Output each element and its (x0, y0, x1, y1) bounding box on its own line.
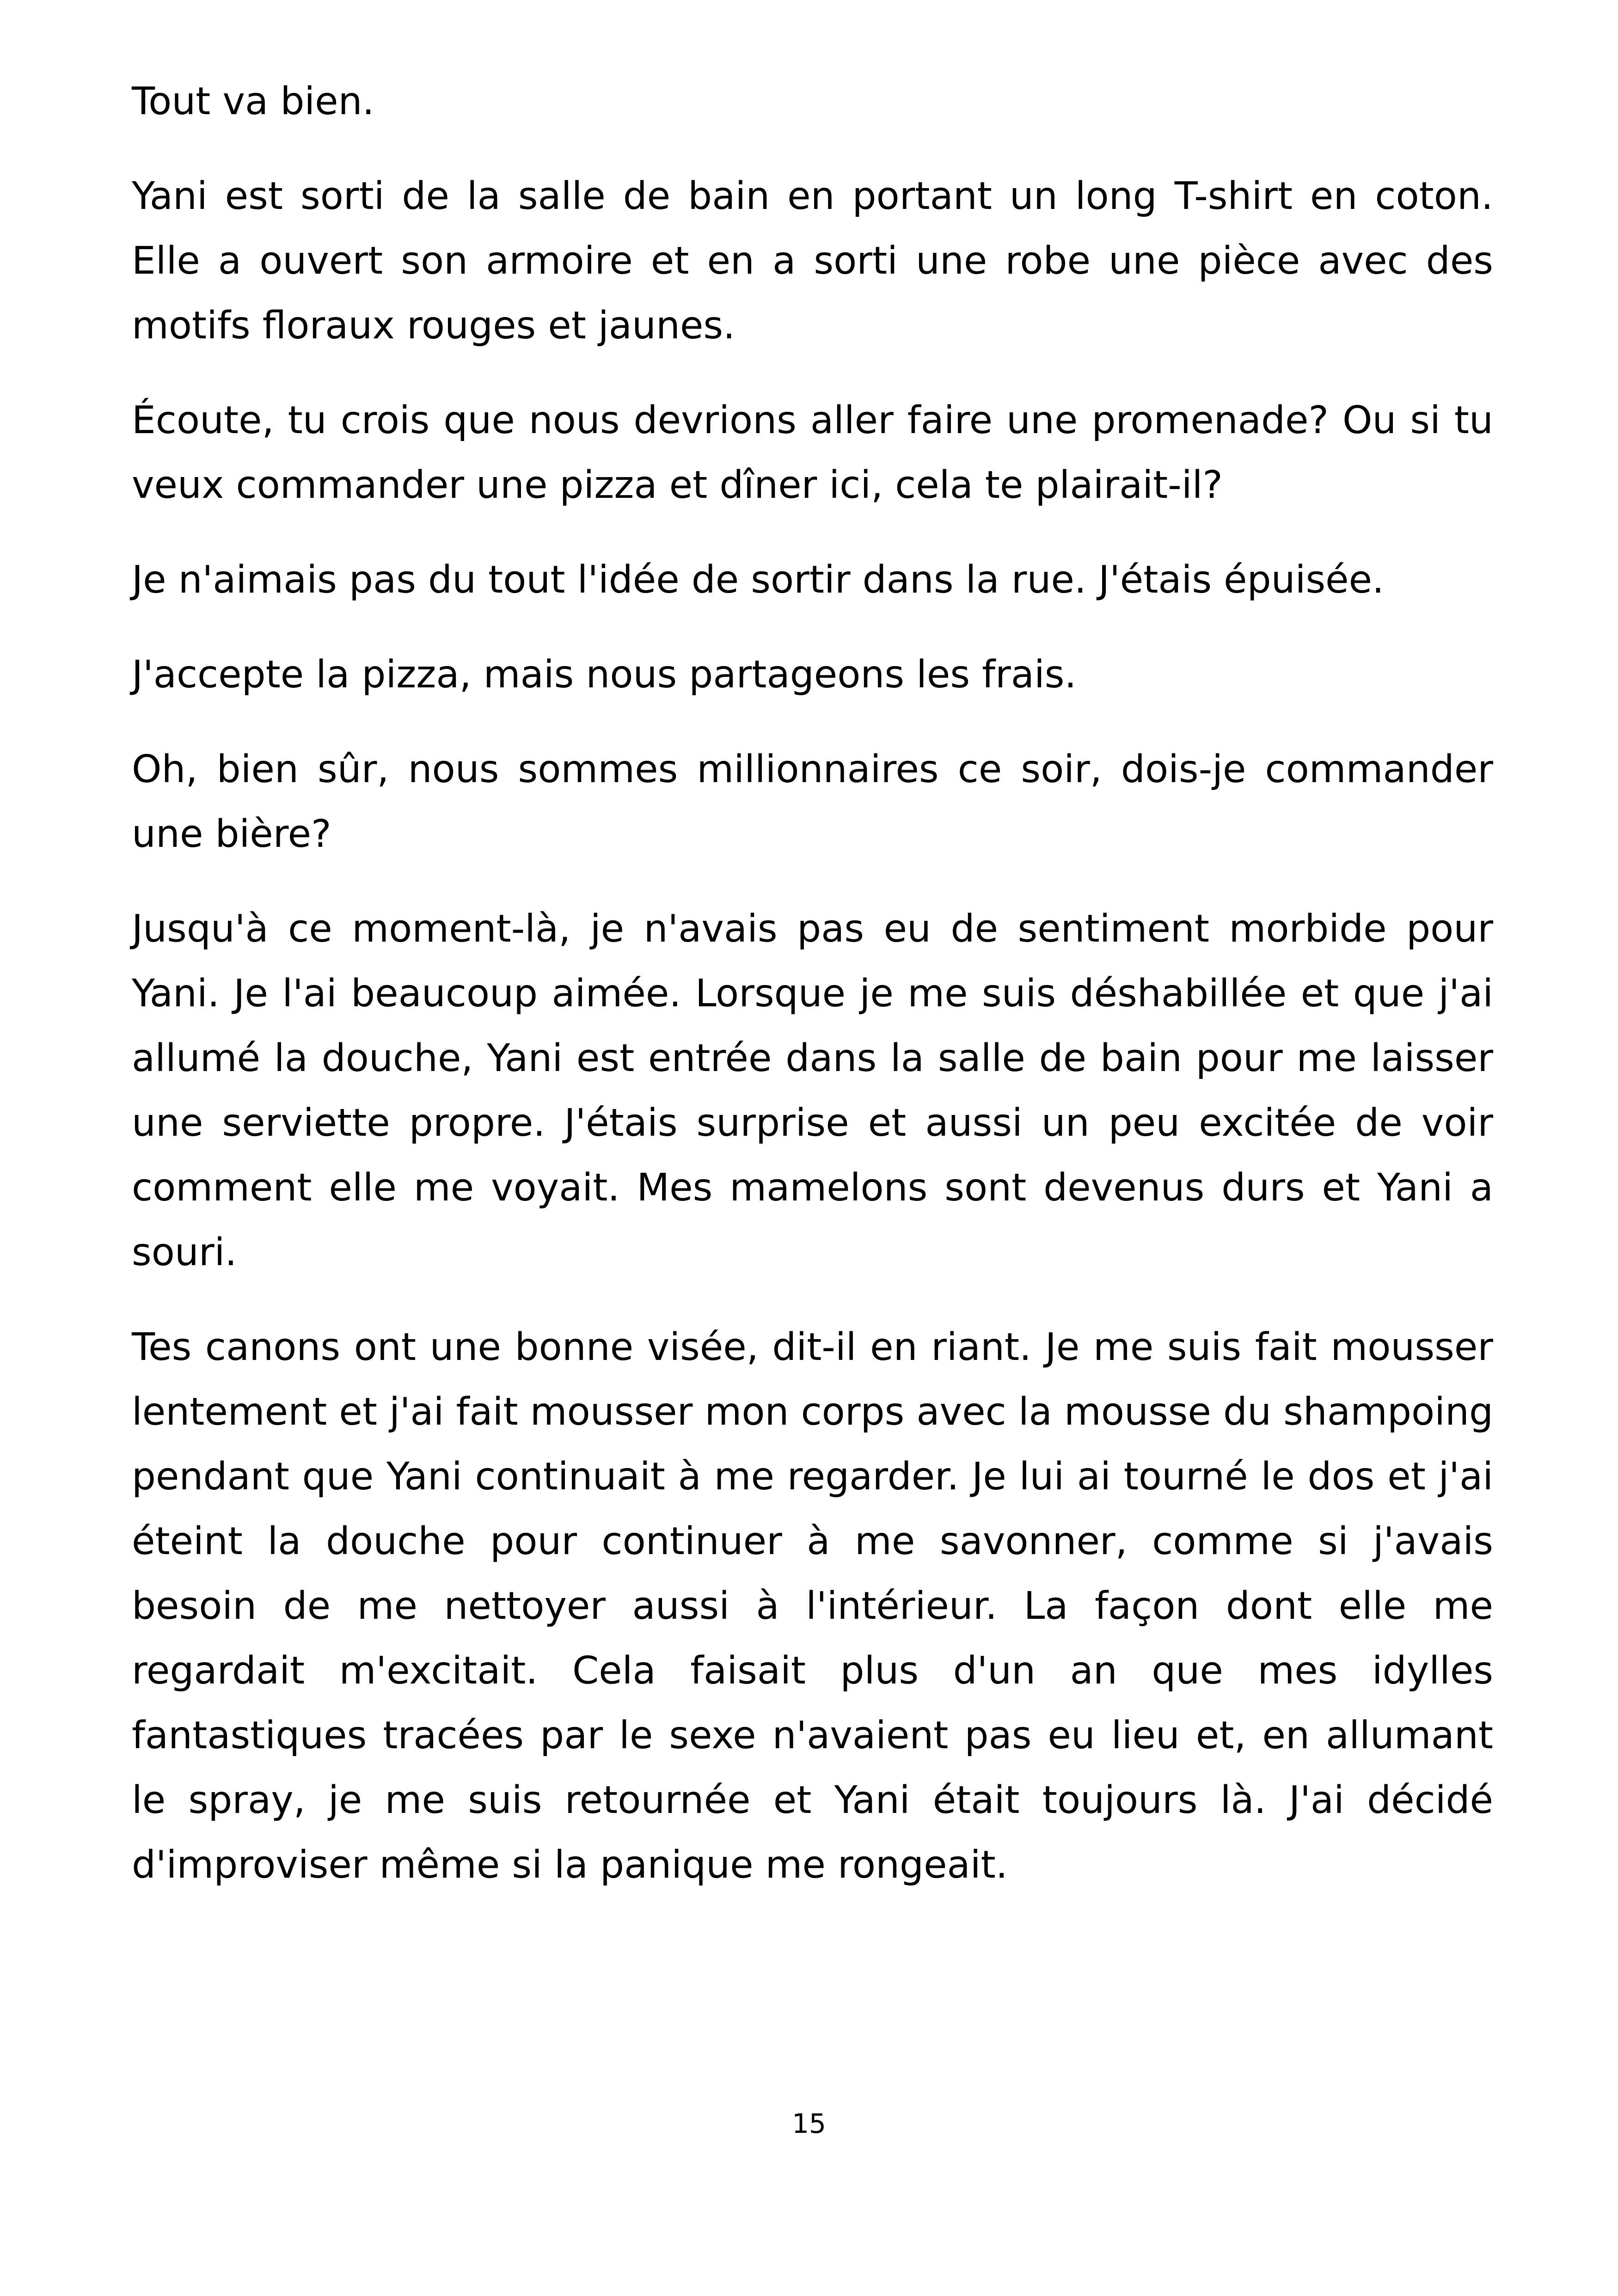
paragraph: Jusqu'à ce moment-là, je n'avais pas eu de sentiment morbide pour Yani. Je l'ai beaucoup aimée. Lorsque je me suis déshabillée et que j'ai allumé la douche, Yani est entrée dans la salle de bain pour me laisser une serviette propre. J'étais surprise et aussi un peu excitée de voir comment elle me voyait. Mes mamelons sont devenus durs et Yani a souri. (132, 907, 1493, 1274)
body-text (132, 69, 1493, 1928)
paragraph: Écoute, tu crois que nous devrions aller faire une promenade? Ou si tu veux commander une pizza et dîner ici, cela te plairait-il? (132, 398, 1493, 507)
paragraph: Yani est sorti de la salle de bain en portant un long T-shirt en coton. Elle a ouvert son armoire et en a sorti une robe une pièce avec des motifs floraux rouges et jaunes. (132, 174, 1493, 348)
paragraph: Tout va bien. (132, 80, 374, 123)
page-number: 15 (792, 2108, 826, 2139)
paragraph: Tes canons ont une bonne visée, dit-il en riant. Je me suis fait mousser lentement et j'ai fait mousser mon corps avec la mousse du shampoing pendant que Yani continuait à me regarder. Je lui ai tourné le dos et j'ai éteint la douche pour continuer à me savonner, comme si j'avais besoin de me nettoyer aussi à l'intérieur. La façon dont elle me regardait m'excitait. Cela faisait plus d'un an que mes idylles fantastiques tracées par le sexe n'avaient pas eu lieu et, en allumant le spray, je me suis retournée et Yani était toujours là. J'ai décidé d'improviser même si la panique me rongeait. (132, 1325, 1493, 1887)
paragraph: Oh, bien sûr, nous sommes millionnaires ce soir, dois-je commander une bière? (132, 747, 1493, 856)
paragraph: Je n'aimais pas du tout l'idée de sortir dans la rue. J'étais épuisée. (132, 558, 1385, 602)
paragraph: J'accepte la pizza, mais nous partageons les frais. (132, 653, 1077, 697)
